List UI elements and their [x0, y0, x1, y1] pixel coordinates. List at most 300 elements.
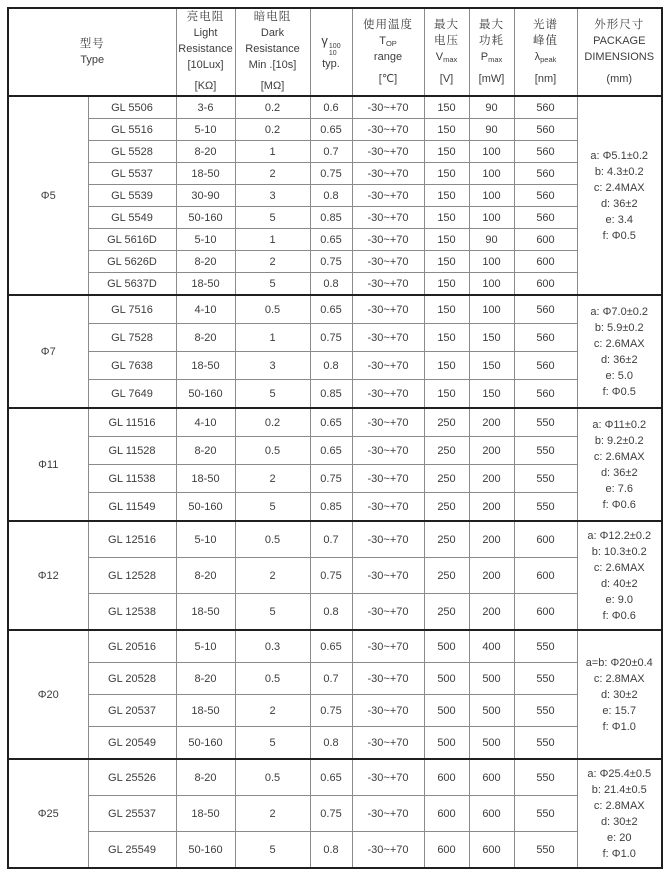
- value-cell: 8-20: [176, 437, 235, 465]
- value-cell: 600: [514, 229, 577, 251]
- dark-condition: Min .[10s]: [248, 58, 297, 71]
- dimension-line: f: Φ1.0: [602, 847, 636, 860]
- value-cell: 0.2: [235, 119, 310, 141]
- value-cell: -30~+70: [352, 119, 424, 141]
- value-cell: 50-160: [176, 832, 235, 869]
- gamma-typ-label: typ.: [322, 57, 340, 70]
- dims-unit: (mm): [606, 72, 633, 85]
- dims-label-zh: 外形尺寸: [594, 18, 645, 31]
- value-cell: 560: [514, 207, 577, 229]
- value-cell: 5: [235, 273, 310, 296]
- dimension-line: b: 5.9±0.2: [594, 321, 644, 334]
- table-row: [8, 185, 662, 207]
- value-cell: 50-160: [176, 380, 235, 409]
- value-cell: 100: [469, 273, 514, 296]
- value-cell: -30~+70: [352, 832, 424, 869]
- value-cell: 0.85: [310, 207, 352, 229]
- value-cell: 150: [424, 207, 469, 229]
- model-cell: GL 25537: [88, 796, 176, 832]
- table-row: [8, 759, 662, 796]
- gamma-symbol: γ 100 10: [321, 32, 341, 57]
- value-cell: 100: [469, 251, 514, 273]
- value-cell: 0.75: [310, 465, 352, 493]
- value-cell: 550: [514, 465, 577, 493]
- value-cell: 550: [514, 796, 577, 832]
- dimension-line: c: 2.6MAX: [593, 561, 645, 574]
- value-cell: 0.8: [310, 832, 352, 869]
- group-cell: Φ7: [8, 295, 88, 408]
- model-cell: GL 7649: [88, 380, 176, 409]
- value-cell: 0.85: [310, 380, 352, 409]
- value-cell: 250: [424, 594, 469, 631]
- value-cell: 560: [514, 141, 577, 163]
- dimension-line: a: Φ12.2±0.2: [587, 529, 652, 542]
- dimension-line: a: Φ11±0.2: [592, 418, 647, 431]
- dimension-line: f: Φ0.6: [602, 609, 636, 622]
- dimension-line: b: 4.3±0.2: [594, 165, 644, 178]
- value-cell: 0.7: [310, 141, 352, 163]
- dark-label-en2: Resistance: [245, 42, 300, 55]
- temp-range-label: range: [373, 50, 403, 63]
- value-cell: 250: [424, 493, 469, 522]
- value-cell: 560: [514, 352, 577, 380]
- value-cell: 550: [514, 437, 577, 465]
- value-cell: 0.75: [310, 324, 352, 352]
- value-cell: 5: [235, 832, 310, 869]
- value-cell: -30~+70: [352, 352, 424, 380]
- value-cell: -30~+70: [352, 558, 424, 594]
- dimension-line: a=b: Φ20±0.4: [585, 656, 653, 669]
- value-cell: 3-6: [176, 96, 235, 119]
- value-cell: -30~+70: [352, 141, 424, 163]
- lambda-label-zh1: 光谱: [533, 18, 558, 31]
- value-cell: -30~+70: [352, 163, 424, 185]
- dimension-line: a: Φ7.0±0.2: [590, 305, 649, 318]
- value-cell: 0.7: [310, 663, 352, 695]
- model-cell: GL 11516: [88, 408, 176, 437]
- table-row: [8, 380, 662, 409]
- value-cell: -30~+70: [352, 663, 424, 695]
- model-cell: GL 7638: [88, 352, 176, 380]
- vmax-label-zh2: 电压: [434, 35, 459, 48]
- value-cell: 200: [469, 558, 514, 594]
- light-unit: [KΩ]: [194, 80, 217, 93]
- model-cell: GL 11528: [88, 437, 176, 465]
- spec-table-body: [8, 96, 662, 868]
- value-cell: 550: [514, 408, 577, 437]
- dimension-line: e: 15.7: [602, 704, 637, 717]
- dimension-line: a: Φ5.1±0.2: [590, 149, 649, 162]
- dimension-line: a: Φ25.4±0.5: [587, 767, 652, 780]
- value-cell: 500: [469, 727, 514, 760]
- value-cell: 250: [424, 437, 469, 465]
- dimension-line: d: 30±2: [600, 815, 638, 828]
- value-cell: 150: [424, 380, 469, 409]
- value-cell: 0.3: [235, 630, 310, 663]
- value-cell: 5: [235, 727, 310, 760]
- value-cell: 18-50: [176, 352, 235, 380]
- value-cell: 0.65: [310, 759, 352, 796]
- table-row: [8, 251, 662, 273]
- value-cell: 560: [514, 119, 577, 141]
- value-cell: 200: [469, 493, 514, 522]
- value-cell: 550: [514, 493, 577, 522]
- value-cell: 2: [235, 796, 310, 832]
- value-cell: 0.8: [310, 185, 352, 207]
- lambda-label-zh2: 峰值: [533, 35, 558, 48]
- model-cell: GL 7516: [88, 295, 176, 324]
- model-cell: GL 7528: [88, 324, 176, 352]
- value-cell: 560: [514, 185, 577, 207]
- model-cell: GL 25526: [88, 759, 176, 796]
- value-cell: 200: [469, 465, 514, 493]
- value-cell: 30-90: [176, 185, 235, 207]
- value-cell: 150: [424, 251, 469, 273]
- value-cell: -30~+70: [352, 185, 424, 207]
- dark-label-en1: Dark: [260, 26, 285, 39]
- value-cell: 250: [424, 521, 469, 558]
- value-cell: 2: [235, 251, 310, 273]
- value-cell: -30~+70: [352, 295, 424, 324]
- model-cell: GL 5528: [88, 141, 176, 163]
- table-row: [8, 727, 662, 760]
- value-cell: 0.75: [310, 558, 352, 594]
- model-cell: GL 5549: [88, 207, 176, 229]
- value-cell: 5: [235, 380, 310, 409]
- value-cell: 200: [469, 437, 514, 465]
- table-row: [8, 96, 662, 119]
- temp-label-zh: 使用温度: [363, 18, 413, 31]
- dimensions-cell: [577, 521, 662, 630]
- value-cell: 100: [469, 141, 514, 163]
- value-cell: 2: [235, 163, 310, 185]
- value-cell: 600: [514, 594, 577, 631]
- group-cell: Φ25: [8, 759, 88, 868]
- model-cell: GL 12538: [88, 594, 176, 631]
- dimension-line: e: 5.0: [605, 369, 634, 382]
- col-header-type: [8, 8, 176, 96]
- value-cell: 50-160: [176, 207, 235, 229]
- value-cell: 0.2: [235, 408, 310, 437]
- table-row: [8, 408, 662, 437]
- dimension-line: d: 36±2: [600, 197, 638, 210]
- model-cell: GL 5616D: [88, 229, 176, 251]
- value-cell: 3: [235, 352, 310, 380]
- temp-symbol: $T_{OP}$: [379, 34, 397, 48]
- dimensions-cell: [577, 96, 662, 295]
- pmax-label-zh2: 功耗: [479, 35, 504, 48]
- dimension-line: f: Φ0.6: [602, 498, 636, 511]
- value-cell: -30~+70: [352, 759, 424, 796]
- light-condition: [10Lux]: [187, 58, 224, 71]
- col-header-lambda-peak: [514, 8, 577, 96]
- value-cell: 0.8: [310, 352, 352, 380]
- pmax-label-zh1: 最大: [479, 18, 504, 31]
- value-cell: 0.65: [310, 119, 352, 141]
- dimension-line: d: 40±2: [600, 577, 638, 590]
- dimension-line: d: 36±2: [600, 466, 638, 479]
- value-cell: 550: [514, 695, 577, 727]
- value-cell: 150: [424, 185, 469, 207]
- dimension-line: c: 2.4MAX: [593, 181, 645, 194]
- value-cell: 550: [514, 727, 577, 760]
- value-cell: 0.5: [235, 759, 310, 796]
- dimension-line: b: 9.2±0.2: [594, 434, 644, 447]
- col-header-package-dimensions: [577, 8, 662, 96]
- model-cell: GL 5516: [88, 119, 176, 141]
- pmax-symbol: $P_{max}$: [480, 50, 503, 64]
- value-cell: 2: [235, 695, 310, 727]
- value-cell: -30~+70: [352, 493, 424, 522]
- value-cell: 600: [469, 759, 514, 796]
- value-cell: 0.65: [310, 630, 352, 663]
- table-row: [8, 796, 662, 832]
- value-cell: 0.5: [235, 521, 310, 558]
- dimension-line: e: 3.4: [605, 213, 634, 226]
- value-cell: 0.8: [310, 273, 352, 296]
- value-cell: 0.2: [235, 96, 310, 119]
- value-cell: 90: [469, 229, 514, 251]
- value-cell: 600: [514, 273, 577, 296]
- value-cell: 18-50: [176, 163, 235, 185]
- value-cell: 600: [424, 796, 469, 832]
- value-cell: 90: [469, 96, 514, 119]
- value-cell: 8-20: [176, 558, 235, 594]
- value-cell: 600: [514, 521, 577, 558]
- value-cell: 1: [235, 141, 310, 163]
- table-row: [8, 119, 662, 141]
- value-cell: 4-10: [176, 295, 235, 324]
- value-cell: 150: [424, 141, 469, 163]
- value-cell: -30~+70: [352, 521, 424, 558]
- col-header-gamma: [310, 8, 352, 96]
- value-cell: 0.5: [235, 295, 310, 324]
- type-label-en: Type: [80, 53, 105, 66]
- value-cell: 500: [424, 695, 469, 727]
- value-cell: 560: [514, 295, 577, 324]
- dimension-line: b: 21.4±0.5: [591, 783, 647, 796]
- light-label-zh: 亮电阻: [186, 11, 225, 23]
- table-row: [8, 352, 662, 380]
- dimensions-cell: [577, 759, 662, 868]
- group-cell: Φ12: [8, 521, 88, 630]
- value-cell: 550: [514, 832, 577, 869]
- dimension-line: f: Φ0.5: [602, 229, 636, 242]
- dark-unit: [MΩ]: [260, 80, 285, 93]
- model-cell: GL 20528: [88, 663, 176, 695]
- dimension-line: e: 9.0: [605, 593, 634, 606]
- dimension-line: c: 2.6MAX: [593, 450, 645, 463]
- value-cell: 18-50: [176, 273, 235, 296]
- value-cell: 250: [424, 465, 469, 493]
- value-cell: 18-50: [176, 594, 235, 631]
- value-cell: 2: [235, 558, 310, 594]
- value-cell: 5: [235, 207, 310, 229]
- value-cell: 0.75: [310, 163, 352, 185]
- dimension-line: e: 20: [607, 831, 632, 844]
- value-cell: -30~+70: [352, 594, 424, 631]
- value-cell: -30~+70: [352, 207, 424, 229]
- model-cell: GL 12528: [88, 558, 176, 594]
- value-cell: 0.7: [310, 521, 352, 558]
- value-cell: 5-10: [176, 119, 235, 141]
- vmax-unit: [V]: [439, 72, 454, 85]
- value-cell: 500: [469, 663, 514, 695]
- table-row: [8, 163, 662, 185]
- value-cell: 550: [514, 630, 577, 663]
- value-cell: 600: [469, 796, 514, 832]
- value-cell: 560: [514, 380, 577, 409]
- dimension-line: b: 10.3±0.2: [591, 545, 647, 558]
- dimensions-cell: [577, 630, 662, 759]
- value-cell: 500: [469, 695, 514, 727]
- model-cell: GL 11549: [88, 493, 176, 522]
- value-cell: 3: [235, 185, 310, 207]
- value-cell: 150: [469, 352, 514, 380]
- value-cell: 5-10: [176, 630, 235, 663]
- value-cell: 150: [424, 163, 469, 185]
- lambda-unit: [nm]: [534, 72, 557, 85]
- value-cell: 150: [424, 96, 469, 119]
- value-cell: 0.5: [235, 437, 310, 465]
- vmax-label-zh1: 最大: [434, 18, 459, 31]
- model-cell: GL 20549: [88, 727, 176, 760]
- value-cell: -30~+70: [352, 273, 424, 296]
- model-cell: GL 5539: [88, 185, 176, 207]
- value-cell: 560: [514, 96, 577, 119]
- value-cell: 8-20: [176, 663, 235, 695]
- value-cell: 150: [424, 352, 469, 380]
- dimension-line: c: 2.8MAX: [593, 672, 645, 685]
- group-cell: Φ20: [8, 630, 88, 759]
- group-cell: Φ11: [8, 408, 88, 521]
- value-cell: -30~+70: [352, 324, 424, 352]
- value-cell: 150: [424, 119, 469, 141]
- table-row: [8, 630, 662, 663]
- value-cell: 100: [469, 185, 514, 207]
- value-cell: 18-50: [176, 465, 235, 493]
- value-cell: -30~+70: [352, 408, 424, 437]
- model-cell: GL 5506: [88, 96, 176, 119]
- vmax-symbol: $V_{max}$: [435, 50, 458, 64]
- value-cell: 0.85: [310, 493, 352, 522]
- value-cell: 0.65: [310, 229, 352, 251]
- value-cell: 0.75: [310, 796, 352, 832]
- value-cell: 5-10: [176, 229, 235, 251]
- value-cell: -30~+70: [352, 437, 424, 465]
- value-cell: 5: [235, 594, 310, 631]
- table-row: [8, 558, 662, 594]
- col-header-vmax: [424, 8, 469, 96]
- value-cell: 0.75: [310, 695, 352, 727]
- model-cell: GL 5537: [88, 163, 176, 185]
- type-label-zh: 型号: [79, 37, 105, 50]
- value-cell: 500: [424, 663, 469, 695]
- value-cell: 500: [424, 727, 469, 760]
- dimensions-cell: [577, 408, 662, 521]
- model-cell: GL 20537: [88, 695, 176, 727]
- col-header-pmax: [469, 8, 514, 96]
- value-cell: 18-50: [176, 796, 235, 832]
- value-cell: 0.65: [310, 408, 352, 437]
- table-row: [8, 295, 662, 324]
- dimension-line: c: 2.8MAX: [593, 799, 645, 812]
- value-cell: 600: [469, 832, 514, 869]
- table-row: [8, 493, 662, 522]
- value-cell: 200: [469, 594, 514, 631]
- dimension-line: f: Φ0.5: [602, 385, 636, 398]
- value-cell: 200: [469, 408, 514, 437]
- value-cell: 8-20: [176, 759, 235, 796]
- table-row: [8, 207, 662, 229]
- light-label-en1: Light: [193, 26, 218, 39]
- lambda-symbol: $\lambda_{peak}$: [534, 50, 557, 64]
- value-cell: 100: [469, 163, 514, 185]
- model-cell: GL 25549: [88, 832, 176, 869]
- value-cell: 600: [514, 251, 577, 273]
- value-cell: 0.5: [235, 663, 310, 695]
- dimension-line: f: Φ1.0: [602, 720, 636, 733]
- value-cell: 100: [469, 295, 514, 324]
- table-row: [8, 229, 662, 251]
- value-cell: -30~+70: [352, 695, 424, 727]
- value-cell: 2: [235, 465, 310, 493]
- table-row: [8, 695, 662, 727]
- value-cell: 150: [424, 324, 469, 352]
- value-cell: -30~+70: [352, 465, 424, 493]
- value-cell: 8-20: [176, 251, 235, 273]
- value-cell: -30~+70: [352, 251, 424, 273]
- col-header-operating-temp: [352, 8, 424, 96]
- dims-label-en2: DIMENSIONS: [584, 50, 655, 63]
- value-cell: 550: [514, 663, 577, 695]
- dimension-line: c: 2.6MAX: [593, 337, 645, 350]
- col-header-dark-resistance: [235, 8, 310, 96]
- value-cell: 500: [424, 630, 469, 663]
- value-cell: 560: [514, 163, 577, 185]
- value-cell: 50-160: [176, 493, 235, 522]
- value-cell: 8-20: [176, 324, 235, 352]
- value-cell: 18-50: [176, 695, 235, 727]
- value-cell: -30~+70: [352, 96, 424, 119]
- value-cell: -30~+70: [352, 630, 424, 663]
- value-cell: 1: [235, 229, 310, 251]
- value-cell: 600: [424, 759, 469, 796]
- pmax-unit: [mW]: [478, 72, 505, 85]
- model-cell: GL 11538: [88, 465, 176, 493]
- table-row: [8, 437, 662, 465]
- value-cell: 150: [424, 229, 469, 251]
- dimension-line: d: 36±2: [600, 353, 638, 366]
- light-label-en2: Resistance: [178, 42, 233, 55]
- table-row: [8, 594, 662, 631]
- value-cell: 5: [235, 493, 310, 522]
- value-cell: 4-10: [176, 408, 235, 437]
- value-cell: 200: [469, 521, 514, 558]
- header-row: [8, 8, 662, 96]
- value-cell: 150: [469, 324, 514, 352]
- value-cell: 150: [424, 273, 469, 296]
- value-cell: 0.8: [310, 594, 352, 631]
- model-cell: GL 12516: [88, 521, 176, 558]
- table-row: [8, 141, 662, 163]
- dimensions-cell: [577, 295, 662, 408]
- value-cell: 0.8: [310, 727, 352, 760]
- value-cell: -30~+70: [352, 380, 424, 409]
- table-row: [8, 521, 662, 558]
- value-cell: 0.65: [310, 295, 352, 324]
- spec-table: [7, 7, 663, 869]
